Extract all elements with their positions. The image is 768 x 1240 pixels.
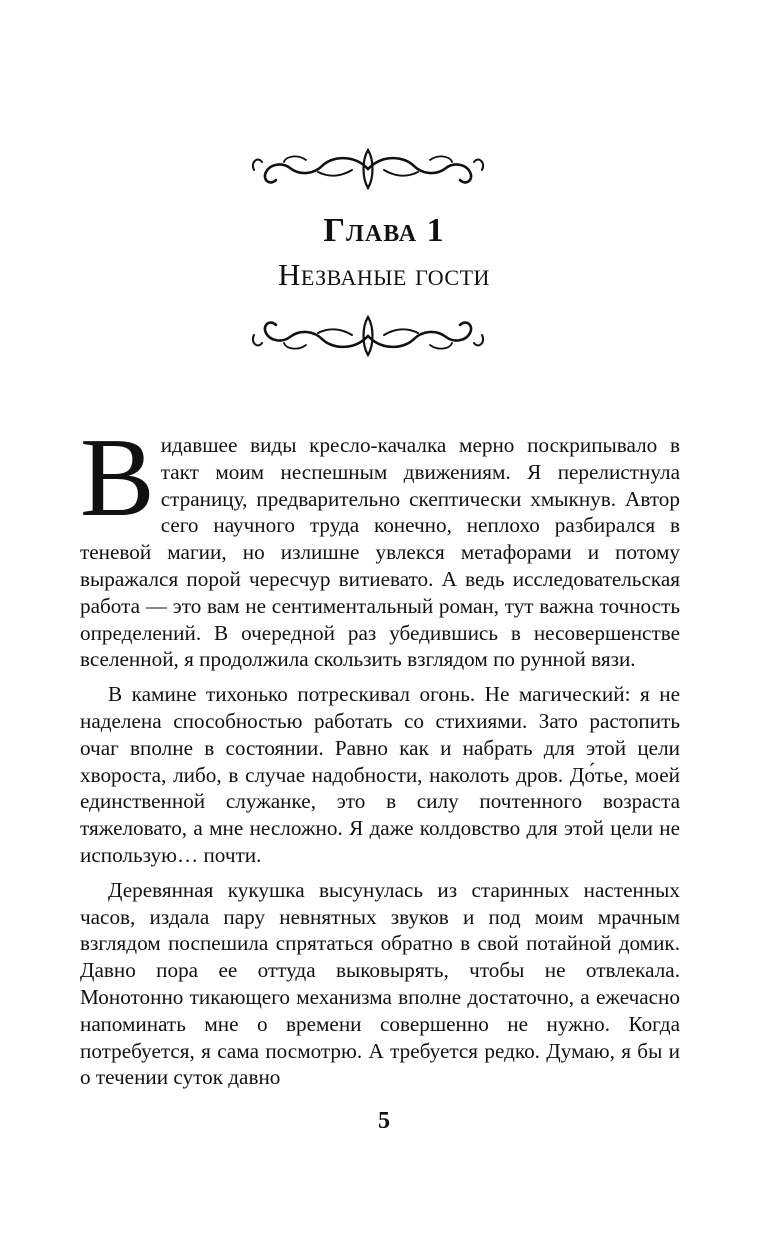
paragraph-1-text: идавшее виды кресло-качалка мерно поскрипывало в такт моим неспешным движениям. Я перелистнула страницу, предварительно скептически хмыкнув. Автор сего научного труда конечно, неплохо разбирался в теневой магии, но излишне увлекся метафорами и потому выражался порой чересчур витиевато. А ведь исследовательская работа — это вам не сентиментальный роман, тут важна точность определений. В очередной раз убедившись в несовершенстве вселенной, я продолжила скользить взглядом по рунной вязи. — [80, 433, 680, 672]
drop-cap: В — [80, 416, 155, 540]
body-text — [80, 416, 680, 1091]
ornament-bottom-icon — [244, 313, 492, 359]
paragraph-1 — [80, 416, 680, 673]
page-number: 5 — [378, 1108, 390, 1134]
ornament-top-icon — [244, 146, 492, 192]
chapter-title: Незваные гости — [278, 257, 490, 292]
paragraph-3: Деревянная кукушка высунулась из старинных настенных часов, издала пару невнятных звуков и под моим мрачным взглядом поспешила спрятаться обратно в свой потайной домик. Давно пора ее оттуда выковырять, чтобы не отвлекала. Монотонно тикающего механизма вполне достаточно, а ежечасно напоминать мне о времени совершенно не нужно. Когда потребуется, я сама посмотрю. А требуется редко. Думаю, я бы и о течении суток давно — [80, 877, 680, 1090]
paragraph-2: В камине тихонько потрескивал огонь. Не магический: я не наделена способностью работать со стихиями. Зато растопить очаг вполне в состоянии. Равно как и набрать для этой цели хвороста, либо, в случае надобности, наколоть дров. До́тье, моей единственной служанке, это в силу почтенного возраста тяжеловато, а мне несложно. Я даже колдовство для этой цели не использую… почти. — [80, 682, 680, 867]
chapter-number: Глава 1 — [323, 212, 445, 249]
